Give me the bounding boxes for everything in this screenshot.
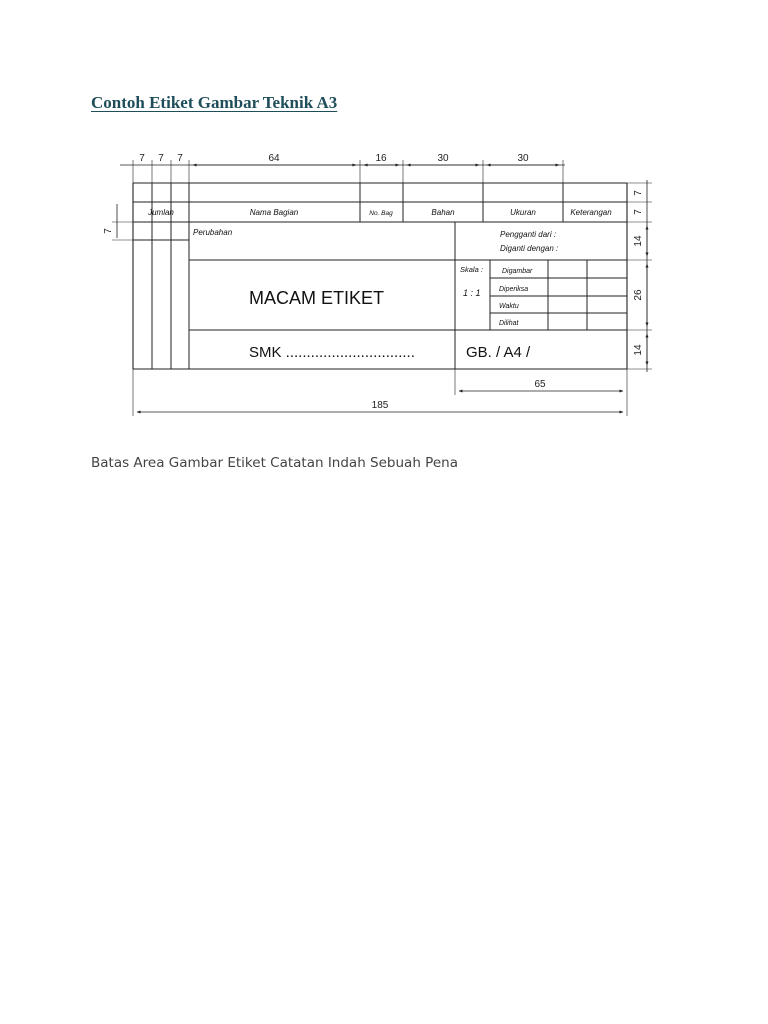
dim-right-2: 7 (633, 209, 644, 215)
dim-right-1: 7 (633, 190, 644, 196)
header-bahan: Bahan (431, 208, 455, 217)
skala-label: Skala : (460, 265, 483, 274)
signoff-diperiksa: Diperiksa (499, 286, 529, 293)
dim-top-7: 30 (517, 153, 529, 164)
pengganti-label: Pengganti dari : (500, 230, 557, 239)
dim-right-5: 14 (633, 344, 644, 356)
header-keterangan: Keterangan (570, 208, 612, 217)
dim-top-3: 7 (177, 153, 183, 164)
dim-left: 7 (103, 228, 114, 234)
title-text: MACAM ETIKET (249, 288, 385, 308)
diganti-label: Diganti dengan : (500, 244, 559, 253)
header-no-bag: No. Bag (369, 210, 393, 217)
signoff-waktu: Waktu (499, 303, 519, 310)
skala-value: 1 : 1 (463, 288, 481, 298)
header-jumlah: Jumlah (148, 208, 174, 217)
drawing-code: GB. / A4 / (466, 344, 531, 361)
caption-text: Batas Area Gambar Etiket Catatan Indah Sebuah Pena (91, 455, 458, 471)
dim-top-4: 64 (268, 153, 280, 164)
dim-top-6: 30 (437, 153, 449, 164)
dim-right-4: 26 (633, 289, 644, 301)
dim-top-5: 16 (375, 153, 387, 164)
page-heading[interactable]: Contoh Etiket Gambar Teknik A3 (91, 93, 338, 112)
school-text: SMK ............................... (249, 344, 415, 361)
perubahan-label: Perubahan (193, 228, 233, 237)
header-nama-bagian: Nama Bagian (249, 208, 299, 217)
dim-top-1: 7 (139, 153, 145, 164)
header-ukuran: Ukuran (510, 208, 536, 217)
dim-right-3: 14 (633, 235, 644, 247)
signoff-dilihat: Dilihat (499, 320, 519, 327)
dim-top-2: 7 (158, 153, 164, 164)
signoff-digambar: Digambar (502, 268, 533, 275)
dim-bottom-185: 185 (371, 400, 389, 411)
title-block-drawing (0, 0, 768, 440)
dim-bottom-65: 65 (534, 379, 546, 390)
